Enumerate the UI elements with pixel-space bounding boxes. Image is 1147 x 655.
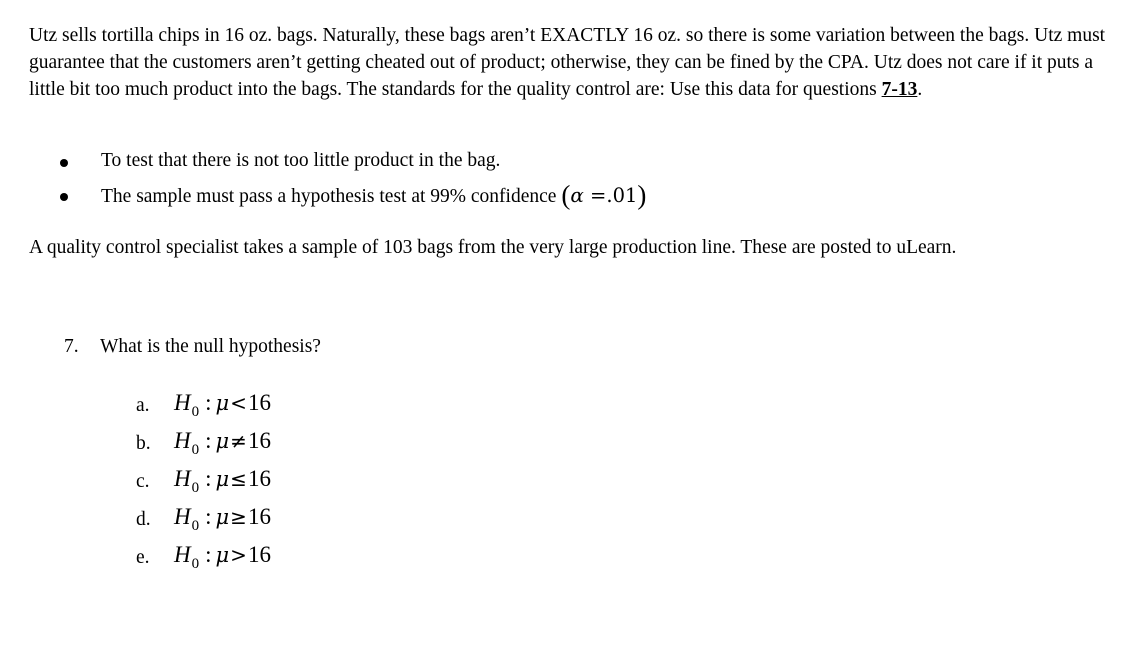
h-variable: H: [174, 542, 191, 567]
relation-symbol: ≥: [230, 505, 247, 529]
question-7: [64, 333, 321, 360]
intro-end-punct: .: [917, 79, 923, 100]
formula-close-paren: ): [637, 180, 647, 210]
option-letter: c.: [136, 471, 150, 492]
hypothesis-expression: [174, 501, 271, 542]
alpha-value: =.01: [583, 184, 638, 207]
standard-text: To test that there is not too little product in the bag.: [101, 150, 501, 171]
relation-symbol: ≠: [230, 429, 247, 453]
sample-paragraph: A quality control specialist takes a sample of 103 bags from the very large production line. These are posted to uLearn.: [29, 237, 957, 258]
option-letter: b.: [136, 433, 151, 454]
colon: :: [205, 542, 212, 567]
intro-paragraph: [29, 22, 1114, 103]
mu-symbol: μ: [215, 391, 230, 415]
question-range: 7-13: [881, 79, 918, 100]
h-subscript: 0: [191, 518, 200, 534]
mu-symbol: μ: [215, 505, 230, 529]
option-letter: a.: [136, 395, 150, 416]
value: 16: [247, 390, 271, 415]
option-letter: d.: [136, 509, 151, 530]
h-variable: H: [174, 466, 191, 491]
value: 16: [247, 504, 271, 529]
h-subscript: 0: [191, 404, 200, 420]
h-variable: H: [174, 504, 191, 529]
mu-symbol: μ: [215, 429, 230, 453]
mu-symbol: μ: [215, 543, 230, 567]
bullet-icon: [60, 159, 68, 167]
formula-open-paren: (: [561, 180, 571, 210]
h-subscript: 0: [191, 556, 200, 572]
value: 16: [247, 428, 271, 453]
value: 16: [247, 466, 271, 491]
standard-text: The sample must pass a hypothesis test at 99% confidence: [101, 186, 562, 207]
relation-symbol: ≤: [230, 467, 247, 491]
question-text: What is the null hypothesis?: [100, 336, 321, 357]
hypothesis-expression: [174, 425, 271, 466]
h-variable: H: [174, 428, 191, 453]
intro-text: Utz sells tortilla chips in 16 oz. bags. Naturally, these bags aren’t EXACTLY 16 oz. so there is some variation between the bags. Utz must guarantee that the customers aren’t getting cheated out of product; otherwise, they can be fined by the CPA. Utz does not care if it puts a little bit too much product into the bags. The standards for the quality control are: Use this data for questions: [29, 25, 1106, 100]
standard-text-with-formula: [101, 180, 646, 212]
colon: :: [205, 504, 212, 529]
alpha-formula: [561, 180, 647, 210]
question-number: 7.: [64, 336, 79, 357]
value: 16: [247, 542, 271, 567]
hypothesis-expression: [174, 539, 271, 580]
mu-symbol: μ: [215, 467, 230, 491]
hypothesis-expression: [174, 387, 271, 428]
colon: :: [205, 428, 212, 453]
bullet-icon: [60, 193, 68, 201]
h-subscript: 0: [191, 480, 200, 496]
colon: :: [205, 466, 212, 491]
h-variable: H: [174, 390, 191, 415]
option-letter: e.: [136, 547, 150, 568]
colon: :: [205, 390, 212, 415]
alpha-symbol: α: [570, 183, 584, 207]
h-subscript: 0: [191, 442, 200, 458]
relation-symbol: <: [230, 391, 247, 415]
relation-symbol: >: [230, 543, 247, 567]
hypothesis-expression: [174, 463, 271, 504]
